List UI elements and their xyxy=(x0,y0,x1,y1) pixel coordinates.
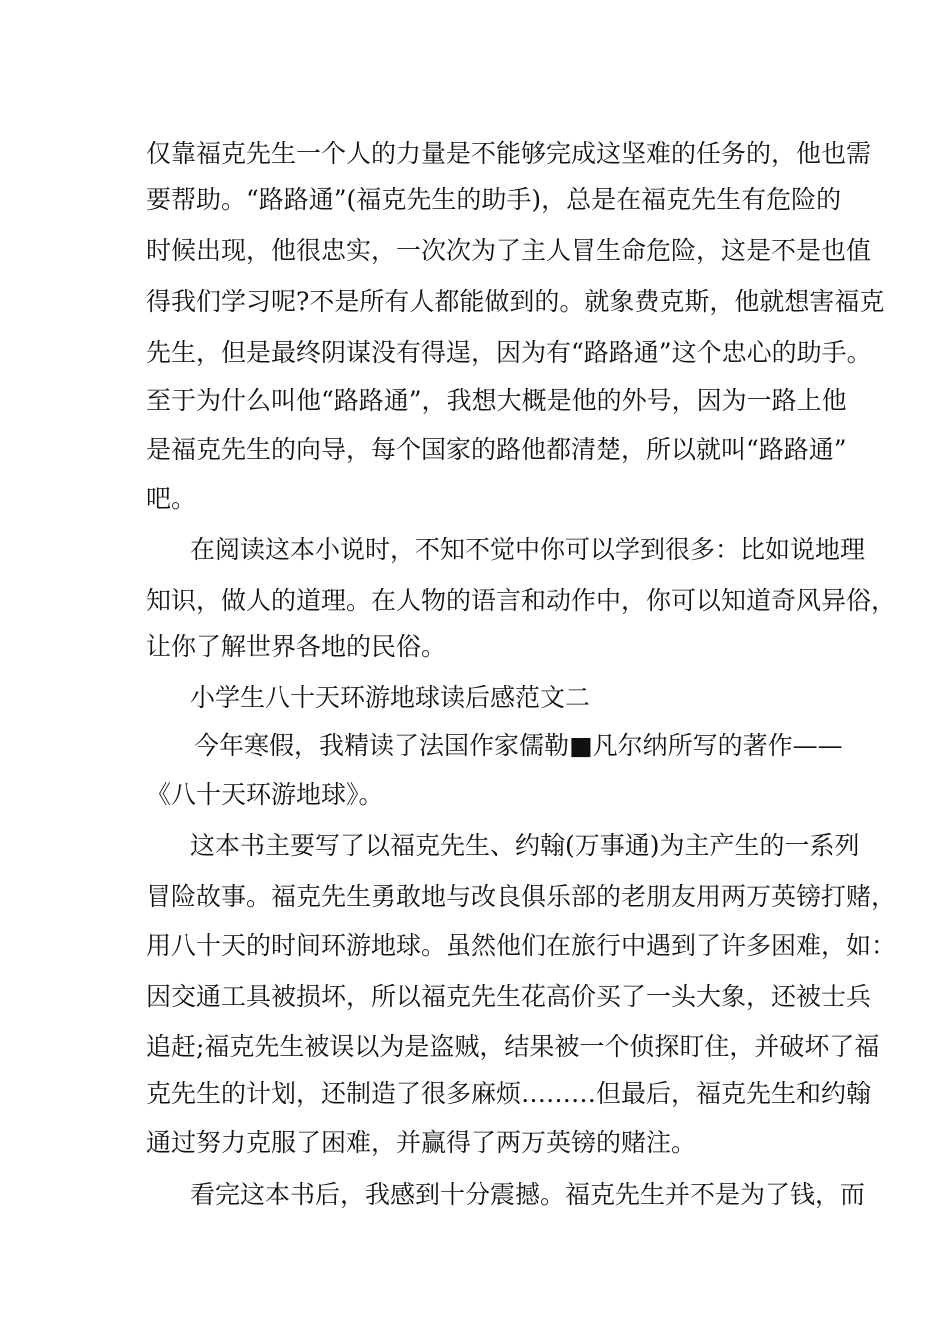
text-line: 《八十天环游地球》。 xyxy=(146,780,384,809)
text-line: 用八十天的时间环游地球。虽然他们在旅行中遇到了许多困难，如： xyxy=(146,931,897,960)
text-line: 是福克先生的向导，每个国家的路他都清楚，所以就叫“路路通” xyxy=(146,435,847,464)
text-line: 吧。 xyxy=(146,484,197,513)
section-heading: 小学生八十天环游地球读后感范文二 xyxy=(190,683,591,712)
text-line: 时候出现，他很忠实，一次次为了主人冒生命危险，这是不是也值 xyxy=(146,236,872,265)
text-line: 克先生的计划，还制造了很多麻烦………但最后，福克先生和约翰 xyxy=(146,1079,872,1108)
text-line: 要帮助。“路路通”(福克先生的助手)，总是在福克先生有危险的 xyxy=(146,185,842,214)
text-line: 仅靠福克先生一个人的力量是不能够完成这坚难的任务的，他也需 xyxy=(146,139,872,168)
text-line: 冒险故事。福克先生勇敢地与改良俱乐部的老朋友用两万英镑打赌， xyxy=(146,882,897,911)
text-line: 让你了解世界各地的民俗。 xyxy=(146,632,447,661)
paragraph-first-line: 这本书主要写了以福克先生、约翰(万事通)为主产生的一系列 xyxy=(190,831,860,860)
text-line: 至于为什么叫他“路路通”，我想大概是他的外号，因为一路上他 xyxy=(146,386,847,415)
text-line: 因交通工具被损坏，所以福克先生花高价买了一头大象，还被士兵 xyxy=(146,982,872,1011)
text-line: 追赶;福克先生被误以为是盗贼，结果被一个侦探盯住，并破坏了福 xyxy=(146,1032,880,1061)
paragraph-first-line: 今年寒假，我精读了法国作家儒勒■凡尔纳所写的著作—— xyxy=(194,731,843,760)
paragraph-first-line: 在阅读这本小说时，不知不觉中你可以学到很多：比如说地理 xyxy=(190,535,866,564)
paragraph-first-line: 看完这本书后，我感到十分震撼。福克先生并不是为了钱，而 xyxy=(190,1180,866,1209)
text-line: 通过努力克服了困难，并赢得了两万英镑的赌注。 xyxy=(146,1128,697,1157)
text-line: 得我们学习呢?不是所有人都能做到的。就象费克斯，他就想害福克 xyxy=(146,287,885,316)
text-line: 先生，但是最终阴谋没有得逞，因为有“路路通”这个忠心的助手。 xyxy=(146,338,872,367)
text-line: 知识，做人的道理。在人物的语言和动作中，你可以知道奇风异俗， xyxy=(146,586,897,615)
